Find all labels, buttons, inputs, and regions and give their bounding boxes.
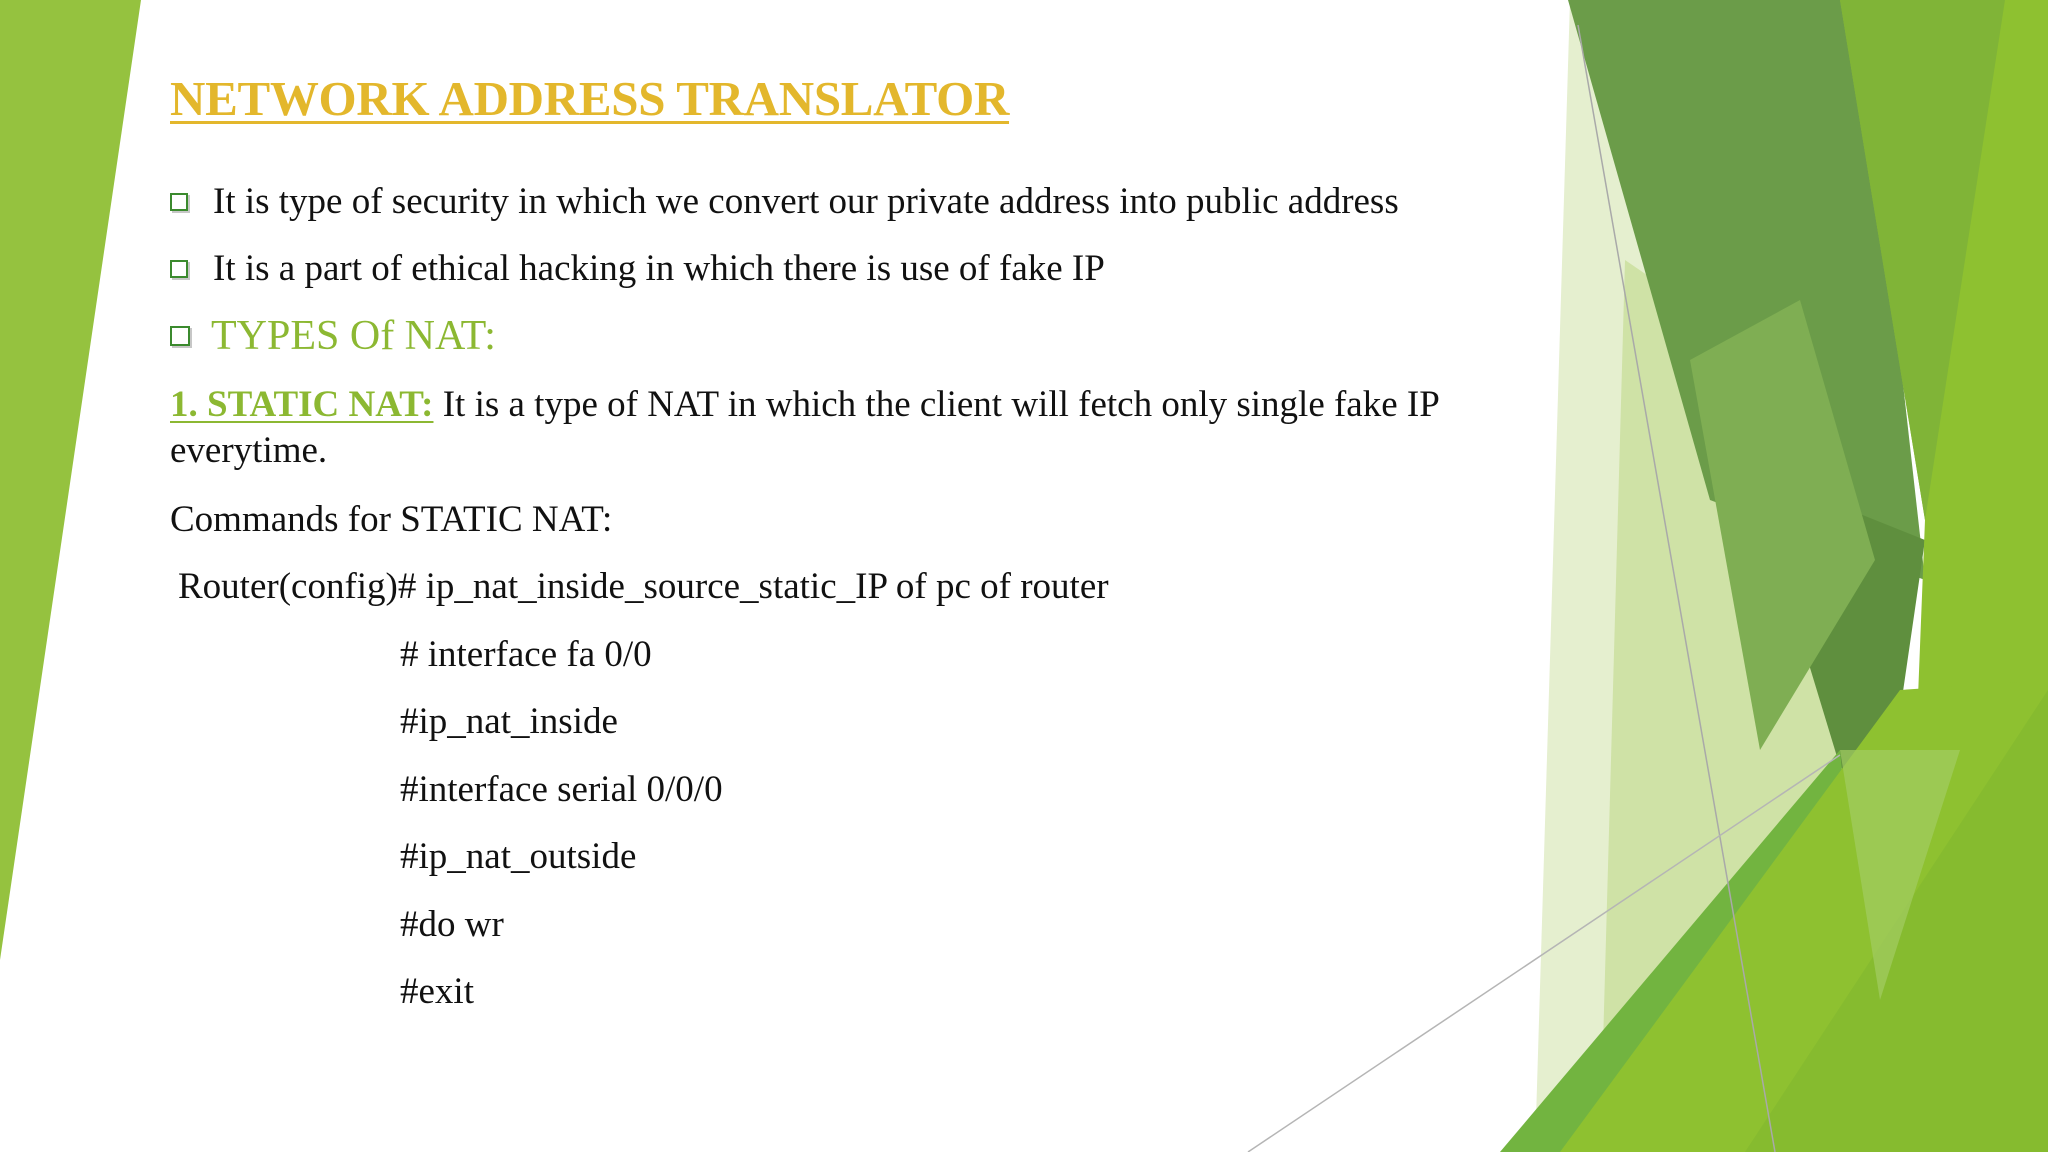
command-line: #ip_nat_outside [400,836,637,877]
slide-title: NETWORK ADDRESS TRANSLATOR [170,71,1010,126]
static-nat-description: It is a type of NAT in which the client will fetch only single fake IP everytime. [170,384,1439,471]
command-line: #ip_nat_inside [400,701,618,742]
static-nat-paragraph [170,382,1450,474]
checkbox-bullet-icon [170,326,190,346]
commands-label: Commands for STATIC NAT: [170,499,613,540]
command-line: #exit [400,971,474,1012]
bullet-text: It is a part of ethical hacking in which there is use of fake IP [213,248,1105,289]
bullet-text: It is type of security in which we convert our private address into public address [213,181,1399,222]
checkbox-bullet-icon [170,260,188,278]
command-line: # interface fa 0/0 [400,634,652,675]
types-heading-bullet [170,312,496,360]
static-nat-heading: 1. STATIC NAT: [170,384,434,425]
checkbox-bullet-icon [170,193,188,211]
command-line: #do wr [400,904,504,945]
left-green-stripe [0,0,141,960]
command-line: #interface serial 0/0/0 [400,769,723,810]
router-command: Router(config)# ip_nat_inside_source_static_IP of pc of router [178,566,1109,607]
types-heading: TYPES Of NAT: [211,313,496,359]
bullet-item [170,247,1105,290]
bullet-item [170,180,1399,223]
